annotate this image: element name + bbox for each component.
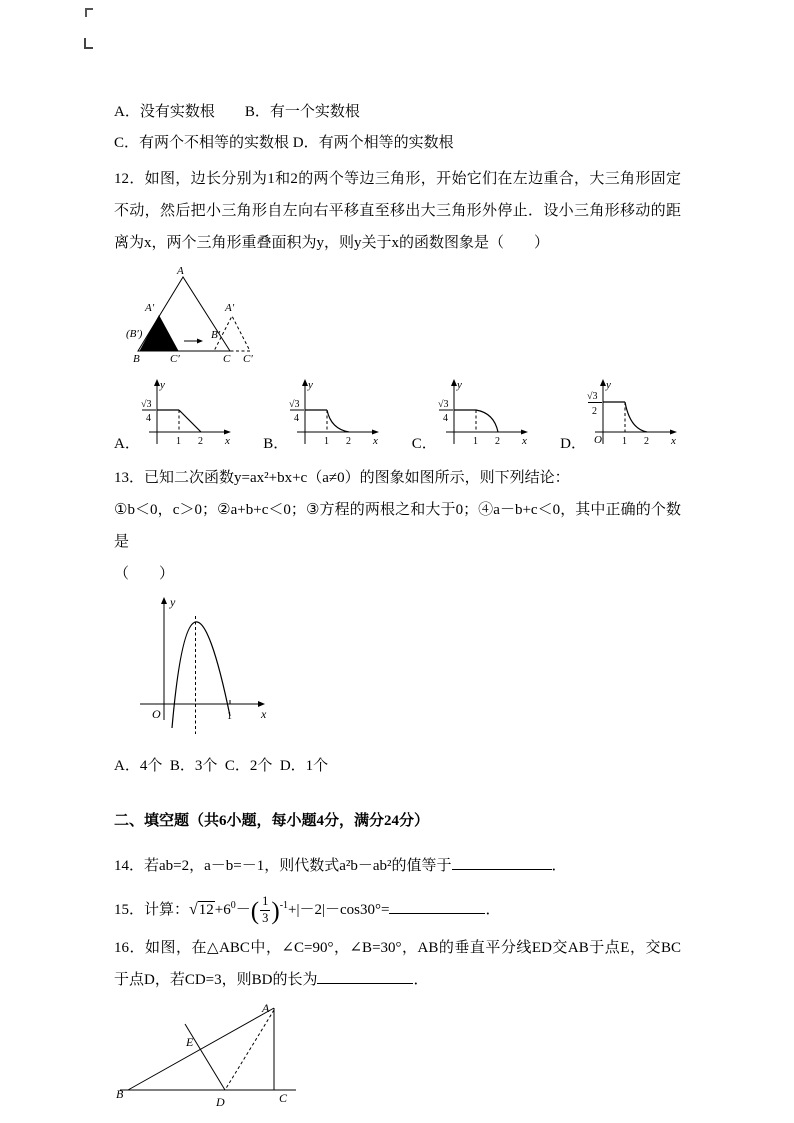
q13-stem-line2: ①b＜0，c＞0；②a+b+c＜0；③方程的两根之和大于0；④a－b+c＜0，其中正确的个数是 [114, 502, 681, 550]
x-tick-2: 2 [643, 436, 649, 447]
vertex-label: B [133, 353, 140, 365]
q12-option-d [560, 376, 679, 454]
vertex-label: C′ [170, 353, 180, 365]
vertex-label: (B′) [126, 328, 143, 340]
q11-options-line1: A．没有实数根 B．有一个实数根 [114, 104, 360, 120]
q15-seg3: +|－2|－cos30°= [288, 902, 390, 918]
y-tick-den: 4 [442, 413, 448, 424]
q14-after-blank: ． [551, 858, 567, 874]
vertex-label-e: E [186, 1035, 194, 1049]
small-triangle-filled [140, 316, 178, 351]
q16-before-blank: 16．如图，在△ABC中，∠C=90°，∠B=30°，AB的垂直平分线ED交AB于点E，交BC于点D，若CD=3，则BD的长为 [114, 940, 681, 988]
x-tick-1: 1 [227, 711, 232, 722]
q14-text [114, 851, 681, 882]
vertex-label: A′ [145, 302, 155, 314]
fraction-one-third: $\frac{1}{3}$ [262, 894, 269, 926]
y-tick-den: 4 [145, 413, 151, 424]
x-tick-2: 2 [346, 436, 352, 447]
option-label-a: A． [114, 436, 140, 452]
q16-triangle-figure [116, 1000, 681, 1119]
q13-stem-line3: （ ） [114, 566, 175, 582]
x-tick-1: 1 [324, 436, 330, 447]
q13-parabola-figure [130, 592, 681, 745]
y-tick-num: √3 [140, 399, 152, 410]
q15-seg2: － [235, 902, 251, 918]
y-axis-label: y [456, 379, 462, 391]
q13-stem-line1: 13．已知二次函数y=ax²+bx+c（a≠0）的图象如图所示，则下列结论： [114, 470, 570, 486]
parabola-curve [172, 622, 230, 728]
hypotenuse-BA [128, 1008, 274, 1090]
perpendicular-bisector-ED [185, 1024, 225, 1090]
q15-seg1: +6 [214, 902, 231, 918]
vertex-label: A′ [225, 302, 235, 314]
q15-text [114, 886, 681, 930]
option-label-c: C． [411, 436, 437, 452]
x-tick-2: 2 [494, 436, 500, 447]
scan-artifact [84, 38, 93, 49]
q11-options-line2: C．有两个不相等的实数根 D．有两个相等的实数根 [114, 135, 454, 151]
q15-after-blank: ． [485, 902, 501, 918]
x-axis-label: x [521, 435, 527, 447]
q12-option-graphs [114, 376, 679, 454]
right-triangle-diagram [116, 1000, 316, 1114]
q12-stem: 12．如图，边长分别为1和2的两个等边三角形，开始它们在左边重合，大三角形固定不动，然后把小三角形自左向右平移直至移出大三角形外停止．设小三角形移动的距离为x，两个三角形重叠面积为y，则y关于x的函数图象是（ ） [114, 171, 681, 251]
open-paren: ( [250, 898, 260, 925]
vertex-label-d: D [216, 1095, 225, 1109]
origin-label: O [152, 707, 161, 721]
section2-title: 二、填空题（共6小题，每小题4分，满分24分） [114, 813, 430, 829]
vertex-label: B′ [211, 329, 221, 341]
q12-option-a [114, 376, 233, 454]
q14-before-blank: 14．若ab=2，a－b=－1，则代数式a²b－ab²的值等于 [114, 858, 452, 874]
option-label-d: D． [560, 436, 586, 452]
x-tick-1: 1 [472, 436, 478, 447]
y-axis-label: y [605, 379, 611, 391]
answer-blank [389, 898, 485, 914]
y-axis-label: y [170, 595, 176, 609]
content-area [114, 97, 681, 1119]
y-tick-den: 2 [591, 406, 597, 417]
y-tick-num: √3 [437, 399, 449, 410]
q12-triangle-figure [126, 261, 681, 370]
y-tick-den: 4 [294, 413, 300, 424]
q12-option-c [412, 376, 530, 454]
radical-sign: √ [189, 901, 198, 918]
q16-after-blank: ． [413, 972, 429, 988]
exponent-neg-one: -1 [279, 900, 289, 911]
answer-blank [317, 968, 413, 984]
vertex-label: C′ [243, 353, 253, 365]
q16-text [114, 932, 681, 996]
vertex-label: C [223, 353, 231, 365]
x-axis-label: x [670, 435, 676, 447]
scan-artifact [85, 8, 93, 17]
x-tick-1: 1 [175, 436, 181, 447]
vertex-label-c: C [279, 1091, 288, 1105]
vertex-label: A [177, 265, 184, 277]
triangles-diagram [126, 261, 276, 365]
close-paren: ) [271, 898, 280, 925]
origin-label: O [593, 434, 602, 446]
function-graph-d [587, 376, 679, 454]
x-tick-2: 2 [197, 436, 203, 447]
y-axis-label: y [159, 379, 165, 391]
y-tick-num: √3 [586, 391, 598, 402]
sqrt-12: √12 [189, 901, 214, 918]
answer-blank [452, 854, 552, 870]
exponent-zero: 0 [230, 900, 236, 911]
option-label-b: B． [263, 436, 289, 452]
vertex-label-b: B [116, 1087, 124, 1101]
parabola-diagram [130, 592, 272, 740]
q13-answer-options: A．4个 B．3个 C．2个 D．1个 [114, 758, 329, 774]
x-tick-1: 1 [621, 436, 627, 447]
vertex-label-a: A [262, 1001, 270, 1015]
q15-lead: 15．计算： [114, 902, 190, 918]
x-axis-label: x [224, 435, 230, 447]
x-axis-label: x [373, 435, 379, 447]
y-axis-label: y [308, 379, 314, 391]
y-tick-num: √3 [289, 399, 300, 410]
q12-option-b [263, 376, 381, 454]
function-graph-c [438, 376, 530, 454]
x-axis-label: x [261, 707, 267, 721]
function-graph-a [141, 376, 233, 454]
function-graph-b [289, 376, 381, 454]
